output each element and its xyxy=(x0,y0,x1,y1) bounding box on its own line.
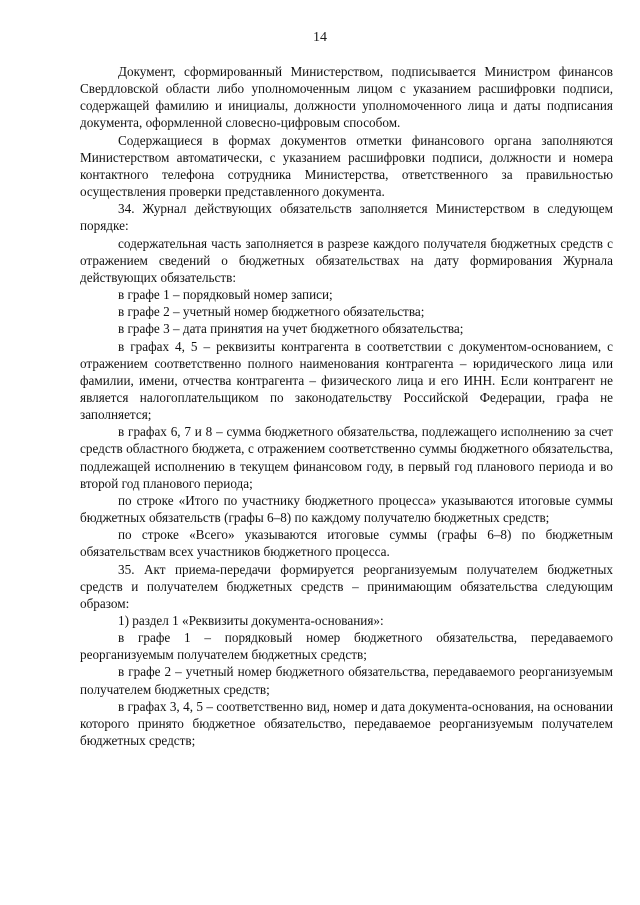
paragraph-34-heading: 34. Журнал действующих обязательств заполняется Министерством в следующем порядке: xyxy=(80,201,613,234)
paragraph-grand-total: по строке «Всего» указываются итоговые суммы (графы 6–8) по бюджетным обязательствам всех участников бюджетного процесса. xyxy=(80,527,613,560)
paragraph-financial-marks: Содержащиеся в формах документов отметки финансового органа заполняются Министерством автоматически, с указанием расшифровки подписи, должности и номера контактного телефона сотрудника Министерства, ответственного за правильностью осуществления проверки представленного документа. xyxy=(80,132,613,200)
paragraph-signature: Документ, сформированный Министерством, подписывается Министром финансов Свердловской области либо уполномоченным лицом с указанием расшифровки подписи, содержащей фамилию и инициалы, должности уполномоченного лица и даты подписания документа, оформленной словесно-цифровым способом. xyxy=(80,64,613,131)
paragraph-columns-4-5: в графах 4, 5 – реквизиты контрагента в соответствии с документом-основанием, с отражением соответственно полного наименования контрагента – юридического лица или фамилии, имени, отчества контрагента – физического лица и его ИНН. Если контрагент не является налогоплательщиком по законодательству Российской Федерации, графа не заполняется; xyxy=(80,338,613,423)
paragraph-columns-6-8: в графах 6, 7 и 8 – сумма бюджетного обязательства, подлежащего исполнению за счет средств областного бюджета, с отражением соответственно суммы бюджетного обязательства, подлежащей исполнению в текущем финансовом году, в первый год планового периода и во второй год планового периода; xyxy=(80,424,613,491)
paragraph-column-3: в графе 3 – дата принятия на учет бюджетного обязательства; xyxy=(118,321,464,337)
paragraph-column-2: в графе 2 – учетный номер бюджетного обязательства; xyxy=(118,304,425,320)
page-number: 14 xyxy=(313,30,327,45)
paragraph-act-column-2: в графе 2 – учетный номер бюджетного обязательства, передаваемого реорганизуемым получателем бюджетных средств; xyxy=(80,664,613,697)
paragraph-section-1: 1) раздел 1 «Реквизиты документа-основания»: xyxy=(118,613,384,628)
paragraph-total-participant: по строке «Итого по участнику бюджетного процесса» указываются итоговые суммы бюджетных обязательств (графы 6–8) по каждому получателю бюджетных средств; xyxy=(80,492,613,526)
paragraph-act-column-1: в графе 1 – порядковый номер бюджетного обязательства, передаваемого реорганизуемым получателем бюджетных средств; xyxy=(80,630,613,663)
document-body xyxy=(80,63,613,749)
paragraph-content-part: содержательная часть заполняется в разрезе каждого получателя бюджетных средств с отражением сведений о бюджетных обязательствах на дату формирования Журнала действующих обязательств: xyxy=(80,235,613,285)
paragraph-act-columns-3-5: в графах 3, 4, 5 – соответственно вид, номер и дата документа-основания, на основании которого принято бюджетное обязательство, передаваемое реорганизуемым получателем бюджетных средств; xyxy=(80,698,613,749)
paragraph-35-heading: 35. Акт приема-передачи формируется реорганизуемым получателем бюджетных средств и получателем бюджетных средств – принимающим обязательства следующим образом: xyxy=(80,561,613,611)
paragraph-column-1: в графе 1 – порядковый номер записи; xyxy=(118,287,333,303)
